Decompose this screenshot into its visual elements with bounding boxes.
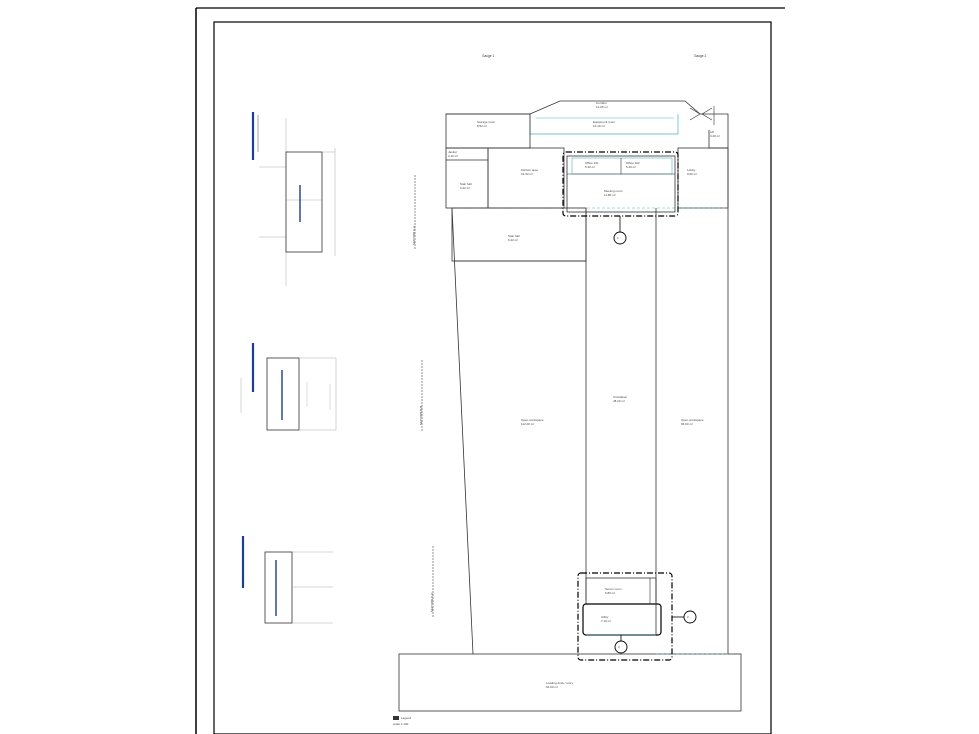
room-tag xyxy=(477,120,496,128)
svg-text:Office 102: Office 102 xyxy=(626,161,640,165)
svg-text:5.40 m²: 5.40 m² xyxy=(585,165,596,169)
svg-text:Stair hall: Stair hall xyxy=(508,234,520,238)
legend xyxy=(393,716,411,726)
svg-text:Server room: Server room xyxy=(605,587,622,591)
room-tag xyxy=(687,168,697,176)
svg-text:Storage room: Storage room xyxy=(477,120,496,124)
svg-text:Corridor: Corridor xyxy=(596,101,607,105)
callout-bubble-2 xyxy=(684,611,696,623)
svg-text:7.10 m²: 7.10 m² xyxy=(601,619,612,623)
svg-text:Meeting room: Meeting room xyxy=(604,189,623,193)
svg-text:6.80 m²: 6.80 m² xyxy=(605,591,616,595)
room-tag xyxy=(601,615,611,623)
svg-text:Kitchen area: Kitchen area xyxy=(521,168,538,172)
svg-text:96.00 m²: 96.00 m² xyxy=(681,422,693,426)
svg-text:Utility: Utility xyxy=(601,615,609,619)
svg-text:48.20 m²: 48.20 m² xyxy=(613,399,625,403)
top-label-2: Gauge 2 xyxy=(694,54,707,58)
svg-text:2.10 m²: 2.10 m² xyxy=(448,154,459,158)
room-tags xyxy=(448,101,720,689)
svg-text:Stair hall: Stair hall xyxy=(460,182,472,186)
callout-bubble-3 xyxy=(615,641,627,653)
svg-text:5.40 m²: 5.40 m² xyxy=(626,165,637,169)
svg-text:11.80 m²: 11.80 m² xyxy=(604,193,616,197)
room-tag xyxy=(448,150,458,158)
room-tag xyxy=(460,182,472,190)
svg-text:112.00 m²: 112.00 m² xyxy=(521,422,535,426)
room-tag xyxy=(508,234,520,242)
room-tag xyxy=(585,161,599,169)
room-tag xyxy=(521,418,544,426)
room-tag xyxy=(605,587,622,595)
room-tag xyxy=(681,418,704,426)
svg-text:19.30 m²: 19.30 m² xyxy=(521,172,533,176)
room-tag xyxy=(604,189,623,197)
svg-text:6.22 m²: 6.22 m² xyxy=(508,238,519,242)
svg-text:Legend: Legend xyxy=(401,716,412,720)
side-text-2: SECTION B-B xyxy=(419,405,423,425)
top-label-1: Gauge 1 xyxy=(482,54,495,58)
svg-text:1: 1 xyxy=(617,236,619,240)
svg-text:Loading dock / entry: Loading dock / entry xyxy=(546,681,574,685)
svg-text:scale 1:100: scale 1:100 xyxy=(393,722,409,726)
callout-group-bottom xyxy=(578,573,696,660)
side-elevation-2 xyxy=(241,343,336,430)
room-tag xyxy=(593,120,616,128)
svg-text:3.20 m²: 3.20 m² xyxy=(710,134,721,138)
room-tag xyxy=(626,161,640,169)
svg-text:Janitor: Janitor xyxy=(448,150,458,154)
side-text-3: SECTION C-C xyxy=(430,592,434,612)
room-tag xyxy=(710,130,720,138)
room-tag xyxy=(596,101,608,109)
svg-text:9.60 m²: 9.60 m² xyxy=(687,172,698,176)
svg-text:6.22 m²: 6.22 m² xyxy=(460,186,471,190)
svg-text:12.40 m²: 12.40 m² xyxy=(593,124,605,128)
svg-text:2: 2 xyxy=(687,615,689,619)
room-tag xyxy=(613,395,628,403)
svg-text:Lift: Lift xyxy=(710,130,715,134)
side-elevation-1 xyxy=(253,112,335,286)
svg-text:Open workspace: Open workspace xyxy=(681,418,704,422)
side-text-1: SECTION A-A xyxy=(412,225,416,245)
room-tag xyxy=(521,168,538,176)
svg-text:14.05 m²: 14.05 m² xyxy=(596,105,608,109)
svg-text:Office 101: Office 101 xyxy=(585,161,599,165)
svg-text:Open workspace: Open workspace xyxy=(521,418,544,422)
svg-text:3: 3 xyxy=(618,645,620,649)
svg-text:64.00 m²: 64.00 m² xyxy=(546,685,558,689)
svg-text:8.52 m²: 8.52 m² xyxy=(477,124,488,128)
svg-text:Equipment room: Equipment room xyxy=(593,120,616,124)
room-tag xyxy=(546,681,574,689)
callout-group-top xyxy=(563,152,678,244)
svg-text:Circulation: Circulation xyxy=(613,395,628,399)
side-elevation-3 xyxy=(243,536,333,623)
svg-text:Lobby: Lobby xyxy=(687,168,696,172)
callout-bubble-1 xyxy=(614,232,626,244)
